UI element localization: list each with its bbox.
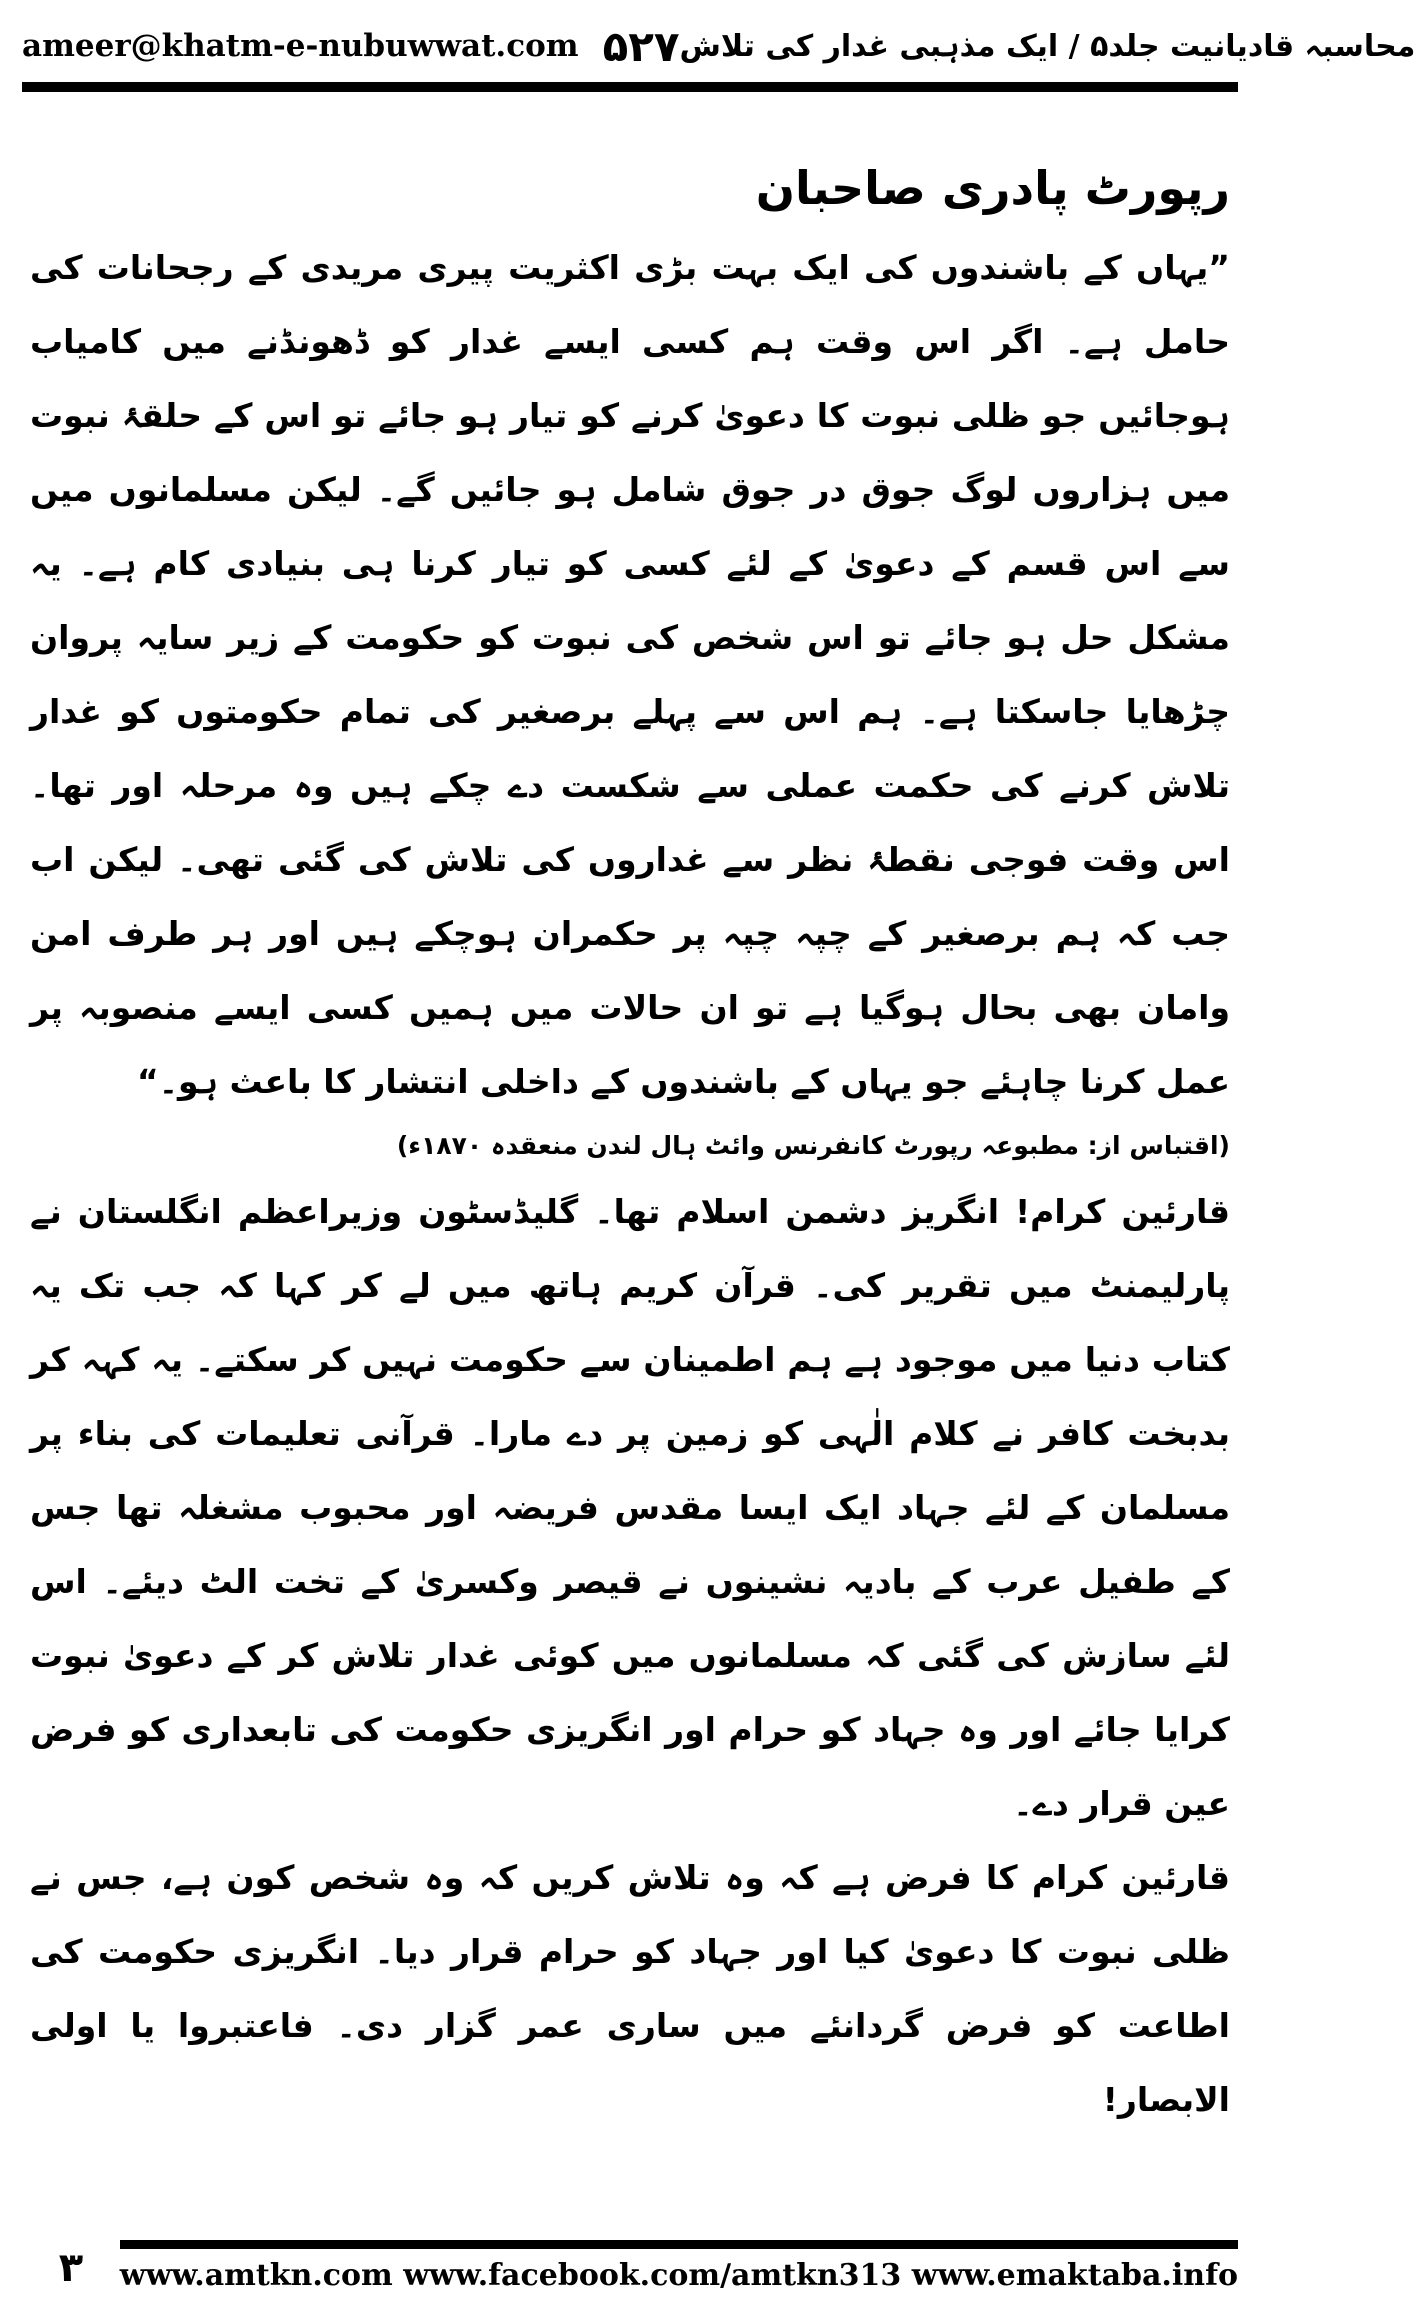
page-footer — [22, 2240, 1238, 2295]
quote-source: (اقتباس از: مطبوعہ رپورٹ کانفرنس وائٹ ہال لندن منعقدہ ۱۸۷۰ء) — [396, 1131, 1230, 1160]
body-paragraph-2: قارئین کرام کا فرض ہے کہ وہ تلاش کریں کہ وہ شخص کون ہے، جس نے ظلی نبوت کا دعویٰ کیا اور جہاد کو حرام قرار دیا۔ انگریزی حکومت کی اطاعت کو فرض گردانئے میں ساری عمر گزار دی۔ فاعتبروا یا اولی الابصار! — [30, 1858, 1230, 2119]
header-email: ameer@khatm-e-nubuwwat.com — [22, 28, 579, 64]
header-page-number: ۵۲۷ — [602, 21, 680, 71]
page-body — [30, 155, 1230, 2137]
body-paragraph-1: قارئین کرام! انگریز دشمن اسلام تھا۔ گلیڈسٹون وزیراعظم انگلستان نے پارلیمنٹ میں تقریر کی۔ قرآن کریم ہاتھ میں لے کر کہا کہ جب تک یہ کتاب دنیا میں موجود ہے ہم اطمینان سے حکومت نہیں کر سکتے۔ یہ کہہ کر بدبخت کافر نے کلام الٰہی کو زمین پر دے مارا۔ قرآنی تعلیمات کی بناء پر مسلمان کے لئے جہاد ایک ایسا مقدس فریضہ اور محبوب مشغلہ تھا جس کے طفیل عرب کے بادیہ نشینوں نے قیصر وکسریٰ کے تخت الٹ دیئے۔ اس لئے سازش کی گئی کہ مسلمانوں میں کوئی غدار تلاش کر کے دعویٰ نبوت کرایا جائے اور وہ جہاد کو حرام اور انگریزی حکومت کی تابعداری کو فرض عین قرار دے۔ — [30, 1192, 1230, 1823]
footer-page-index: ۳ — [58, 2244, 84, 2291]
quote-paragraph: ”یہاں کے باشندوں کی ایک بہت بڑی اکثریت پیری مریدی کے رجحانات کی حامل ہے۔ اگر اس وقت ہم کسی ایسے غدار کو ڈھونڈنے میں کامیاب ہوجائیں جو ظلی نبوت کا دعویٰ کرنے کو تیار ہو جائے تو اس کے حلقۂ نبوت میں ہزاروں لوگ جوق در جوق شامل ہو جائیں گے۔ لیکن مسلمانوں میں سے اس قسم کے دعویٰ کے لئے کسی کو تیار کرنا ہی بنیادی کام ہے۔ یہ مشکل حل ہو جائے تو اس شخص کی نبوت کو حکومت کے زیر سایہ پروان چڑھایا جاسکتا ہے۔ ہم اس سے پہلے برصغیر کی تمام حکومتوں کو غدار تلاش کرنے کی حکمت عملی سے شکست دے چکے ہیں وہ مرحلہ اور تھا۔ اس وقت فوجی نقطۂ نظر سے غداروں کی تلاش کی گئی تھی۔ لیکن اب جب کہ ہم برصغیر کے چپہ چپہ پر حکمران ہوچکے ہیں اور ہر طرف امن وامان بھی بحال ہوگیا ہے تو ان حالات میں ہمیں کسی ایسے منصوبہ پر عمل کرنا چاہئے جو یہاں کے باشندوں کے داخلی انتشار کا باعث ہو۔“ — [30, 248, 1230, 1101]
footer-bar — [120, 2240, 1238, 2295]
header-book-title: محاسبہ قادیانیت جلد۵ / ایک مذہبی غدار کی تلاش — [679, 28, 1415, 64]
page-header — [22, 18, 1415, 74]
footer-links: www.amtkn.com www.facebook.com/amtkn313 www.emaktaba.info — [119, 2258, 1238, 2293]
header-rule — [22, 82, 1238, 92]
section-heading: رپورٹ پادری صاحبان — [755, 161, 1230, 215]
